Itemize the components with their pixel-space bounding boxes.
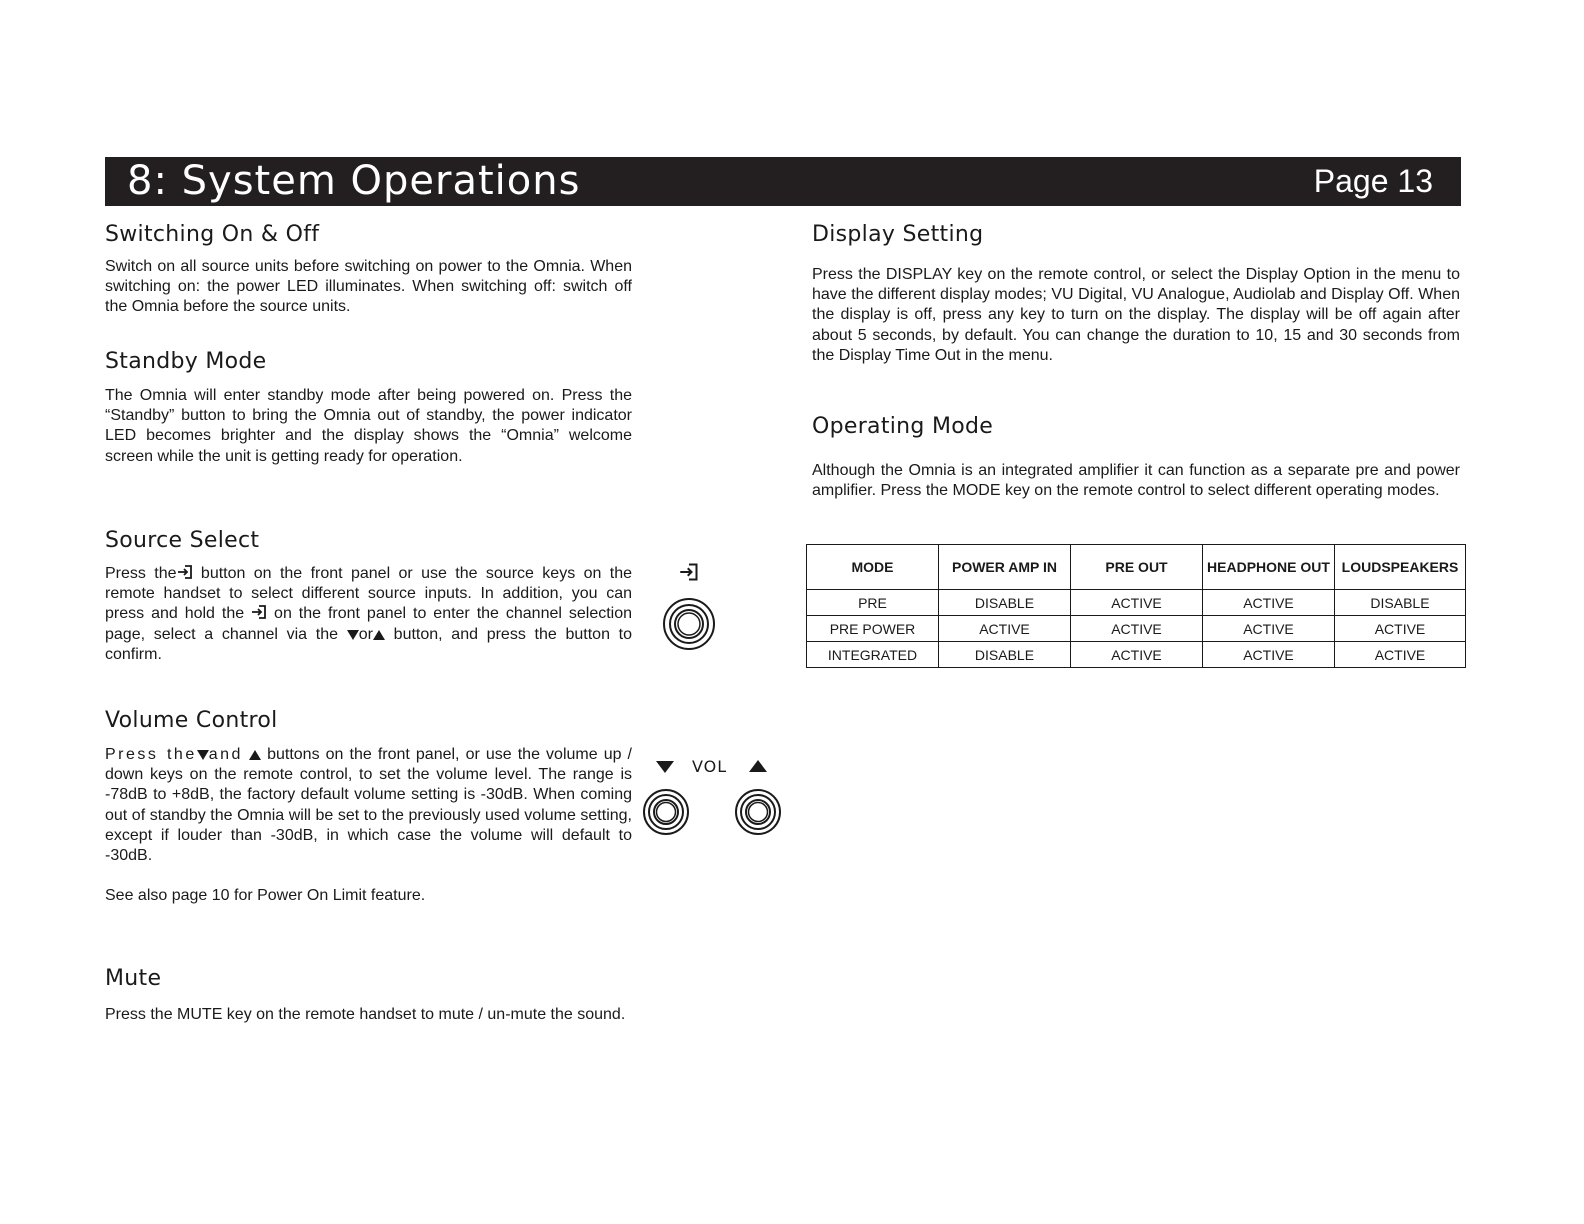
table-row — [807, 616, 1466, 642]
volume-text-3: buttons on the front panel, or use the volume up / down keys on the remote control, to set the volume level. The range is -78dB to +8dB, the factory default volume setting is -30dB. When coming out of standby the Omnia will be set to the previously used volume setting, except if louder than -30dB, in which case the volume will default to -30dB. — [105, 746, 632, 865]
page-number: Page 13 — [1313, 163, 1433, 199]
table-header-cell: POWER AMP IN — [939, 545, 1071, 590]
table-header-row — [807, 545, 1466, 590]
paragraph-display: Press the DISPLAY key on the remote control, or select the Display Option in the menu to have the different display modes; VU Digital, VU Analogue, Audiolab and Display Off. When the display is off, press any key to turn on the display. The display will be off again after about 5 seconds, by default. You can change the duration to 10, 15 and 30 seconds from the Display Time Out in the menu. — [812, 266, 1460, 364]
source-knob-icon — [662, 597, 716, 651]
triangle-up-icon — [373, 629, 385, 641]
triangle-down-icon — [656, 760, 674, 774]
volume-text-1: Press the — [105, 746, 197, 763]
paragraph-standby: The Omnia will enter standby mode after being powered on. Press the “Standby” button to bring the Omnia out of standby, the power indicator LED becomes brighter and the display shows the “Omnia” welcome screen while the unit is getting ready for operation. — [105, 387, 632, 465]
source-text-2: button on the front panel or use the source keys on the remote handset to select different source inputs. In addition, you can press and hold the — [105, 565, 633, 623]
source-input-icon — [177, 564, 193, 580]
volume-down-knob-icon — [642, 788, 690, 836]
triangle-up-icon — [749, 759, 767, 773]
table-cell: ACTIVE — [1203, 590, 1335, 616]
table-cell: DISABLE — [1335, 590, 1466, 616]
paragraph-operating: Although the Omnia is an integrated amplifier it can function as a separate pre and power amplifier. Press the MODE key on the remote control to select different operating modes. — [812, 462, 1460, 500]
vol-label: VOL — [692, 757, 728, 776]
triangle-down-icon — [197, 749, 209, 761]
page-title: 8: System Operations — [127, 158, 581, 204]
table-cell: PRE POWER — [807, 616, 939, 642]
paragraph-mute: Press the MUTE key on the remote handset to mute / un-mute the sound. — [105, 1006, 626, 1023]
source-text-3: on the front panel to enter the channel selection page, select a channel via the — [105, 605, 633, 643]
table-cell: ACTIVE — [1203, 616, 1335, 642]
table-header-cell: PRE OUT — [1071, 545, 1203, 590]
table-cell: INTEGRATED — [807, 642, 939, 668]
table-cell: ACTIVE — [1071, 616, 1203, 642]
table-row — [807, 590, 1466, 616]
triangle-down-icon — [347, 629, 359, 641]
volume-text-2: and — [208, 746, 243, 763]
heading-mute: Mute — [105, 966, 162, 991]
source-input-icon — [251, 604, 267, 620]
heading-display: Display Setting — [812, 222, 984, 247]
table-cell: ACTIVE — [939, 616, 1071, 642]
table-cell: DISABLE — [939, 642, 1071, 668]
paragraph-volume-note: See also page 10 for Power On Limit feature. — [105, 887, 426, 904]
heading-switching: Switching On & Off — [105, 222, 320, 247]
source-text-5: button, and press the button to confirm. — [105, 625, 633, 663]
table-cell: ACTIVE — [1203, 642, 1335, 668]
heading-operating: Operating Mode — [812, 414, 994, 439]
heading-standby: Standby Mode — [105, 349, 267, 374]
table-header-cell: LOUDSPEAKERS — [1335, 545, 1466, 590]
paragraph-source — [105, 564, 632, 665]
table-cell: DISABLE — [939, 590, 1071, 616]
mode-table — [806, 544, 1466, 668]
volume-up-knob-icon — [734, 788, 782, 836]
table-header-cell: HEADPHONE OUT — [1203, 545, 1335, 590]
page-header — [105, 157, 1461, 206]
paragraph-volume — [105, 745, 632, 866]
table-cell: ACTIVE — [1335, 642, 1466, 668]
heading-source: Source Select — [105, 528, 260, 553]
table-cell: ACTIVE — [1071, 642, 1203, 668]
source-text-4: or — [358, 625, 373, 643]
source-input-icon — [679, 562, 699, 582]
table-cell: ACTIVE — [1335, 616, 1466, 642]
heading-volume: Volume Control — [105, 708, 278, 733]
table-cell: ACTIVE — [1071, 590, 1203, 616]
source-text-1: Press the — [105, 565, 177, 582]
paragraph-switching: Switch on all source units before switching on power to the Omnia. When switching on: the power LED illuminates. When switching off: switch off the Omnia before the source units. — [105, 258, 632, 316]
table-row — [807, 642, 1466, 668]
table-header-cell: MODE — [807, 545, 939, 590]
triangle-up-icon — [249, 749, 261, 761]
table-cell: PRE — [807, 590, 939, 616]
